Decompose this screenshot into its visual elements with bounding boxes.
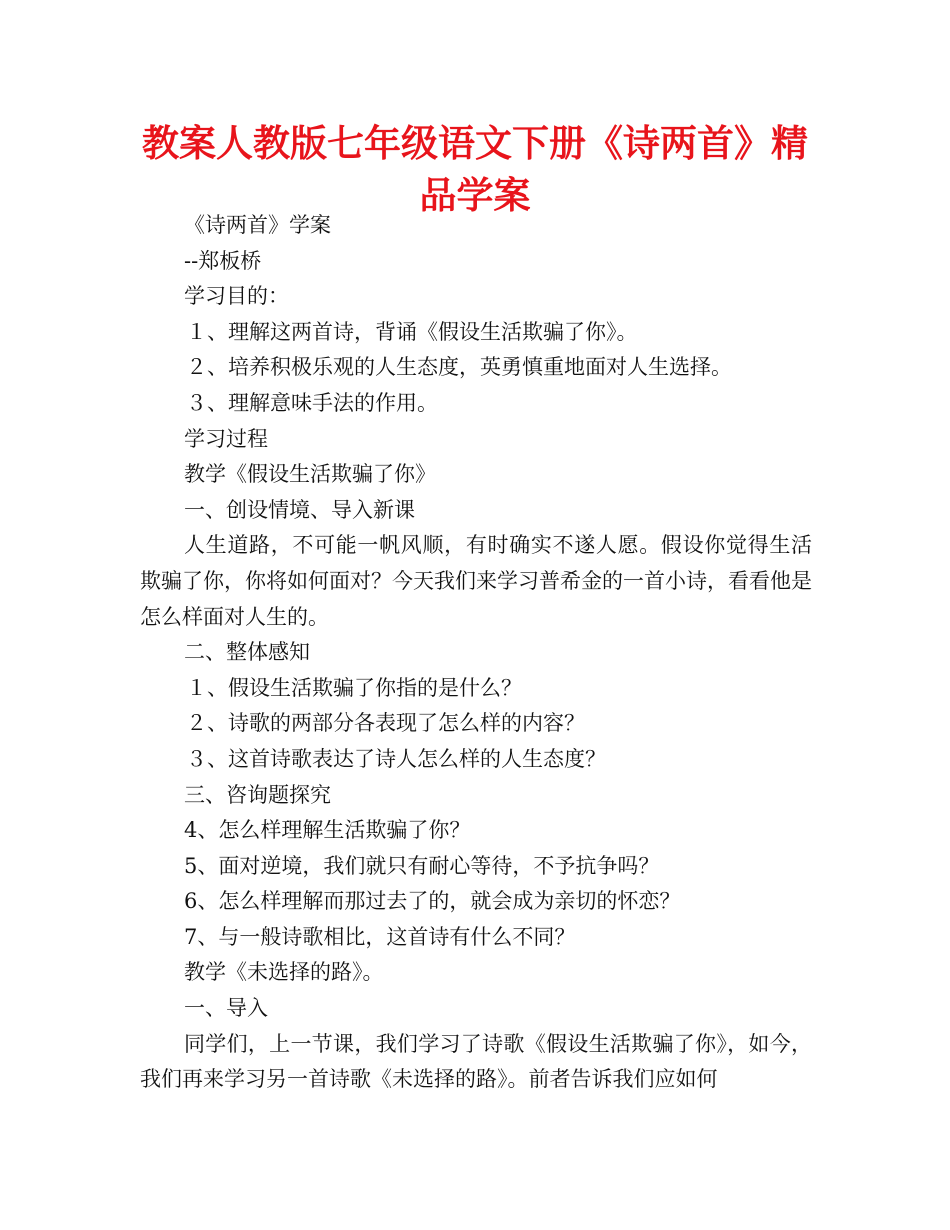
list-item: 7、与一般诗歌相比，这首诗有什么不同？ [184, 924, 576, 949]
list-item: 6、怎么样理解而那过去了的，就会成为亲切的怀恋？ [184, 889, 681, 914]
paragraph: 人生道路，不可能一帆风顺，有时确实不遂人愿。假设你觉得生活欺骗了你，你将如何面对？今天我们来学习普希金的一首小诗，看看他是怎么样面对人生的。 [140, 533, 812, 629]
list-item: 5、面对逆境，我们就只有耐心等待，不予抗争吗？ [184, 853, 660, 878]
list-item: 4、怎么样理解生活欺骗了你？ [184, 818, 471, 843]
list-item: ２、培养积极乐观的人生态度，英勇慎重地面对人生选择。 [186, 355, 732, 380]
section-heading: 一、创设情境、导入新课 [184, 497, 415, 522]
section-heading: 一、导入 [184, 996, 268, 1021]
section-heading: 学习过程 [184, 426, 268, 451]
list-item: １、假设生活欺骗了你指的是什么？ [186, 675, 522, 700]
list-item: １、理解这两首诗，背诵《假设生活欺骗了你》。 [186, 319, 638, 344]
section-heading: 学习目的： [184, 284, 289, 309]
list-item: ３、这首诗歌表达了诗人怎么样的人生态度？ [186, 746, 606, 771]
list-item: ２、诗歌的两部分各表现了怎么样的内容？ [186, 711, 585, 736]
section-heading: 教学《假设生活欺骗了你》 [184, 462, 436, 487]
list-item: ３、理解意味手法的作用。 [186, 390, 438, 415]
section-heading: 二、整体感知 [184, 640, 310, 665]
paragraph: 同学们，上一节课，我们学习了诗歌《假设生活欺骗了你》，如今，我们再来学习另一首诗歌《未选择的路》。前者告诉我们应如何 [140, 1031, 812, 1092]
section-heading: 三、咨询题探究 [184, 782, 331, 807]
subtitle-line: 《诗两首》学案 [184, 213, 331, 237]
document-body [140, 208, 812, 1098]
author-line: --郑板桥 [184, 248, 262, 273]
section-heading: 教学《未选择的路》。 [184, 960, 384, 985]
document-title: 教案人教版七年级语文下册《诗两首》精品学案 [142, 122, 808, 217]
